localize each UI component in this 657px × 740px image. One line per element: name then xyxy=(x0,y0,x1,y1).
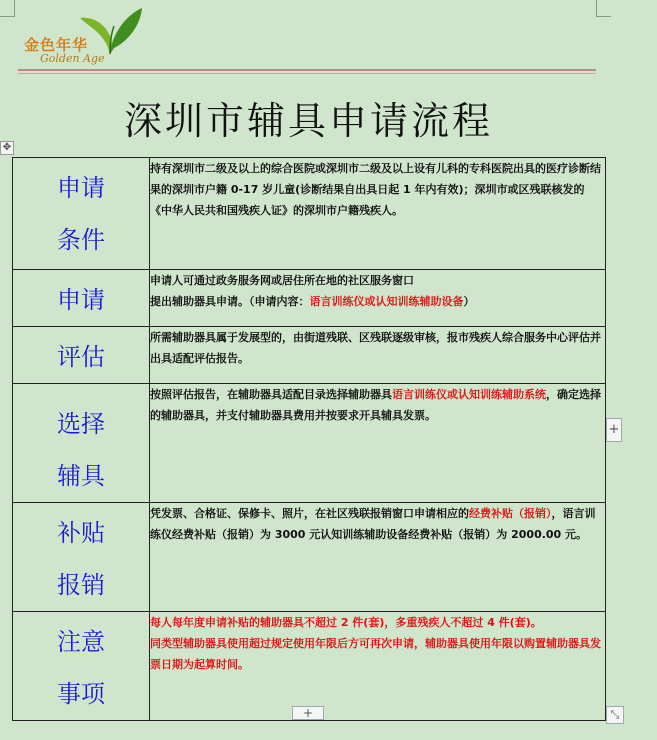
step-label: 评估 xyxy=(57,343,105,371)
step-label: 补贴 xyxy=(57,519,105,547)
step-content-paragraph xyxy=(150,633,605,675)
content-text: 所需辅助器具属于发展型的，由街道残联、区残联逐级审核，报市残疾人综合服务中心评估并出具适配评估报告。 xyxy=(150,331,601,365)
golden-age-logo xyxy=(20,4,145,68)
step-content-paragraph xyxy=(150,612,605,633)
step-label: 选择 xyxy=(57,410,105,438)
add-row-button[interactable]: + xyxy=(292,706,324,720)
process-table xyxy=(12,157,606,721)
step-content-cell xyxy=(150,158,606,270)
highlighted-text: 经费补贴（报销） xyxy=(469,507,552,520)
step-content-paragraph xyxy=(150,327,605,369)
step-label-cell xyxy=(13,503,150,612)
step-label-cell xyxy=(13,270,150,327)
highlighted-text: 语言训练仪或认知训练辅助系统 xyxy=(392,388,546,401)
header-divider-thin xyxy=(18,73,596,74)
step-content-paragraph xyxy=(150,384,605,426)
content-text: ，语言训练仪经费补贴（报销）为 3000 元认知训练辅助设备经费补贴（报销）为 2000.00 元。 xyxy=(150,507,596,541)
content-text: 申请人可通过政务服务网或居住所在地的社区服务窗口 xyxy=(150,274,414,287)
process-row xyxy=(13,158,606,270)
step-label: 报销 xyxy=(57,571,105,599)
step-content-cell xyxy=(150,327,606,384)
highlighted-text: 语言训练仪或认知训练辅助设备 xyxy=(309,295,464,308)
step-content-cell xyxy=(150,503,606,612)
page-corner-mark-left xyxy=(0,0,15,17)
add-column-button[interactable]: + xyxy=(606,418,622,442)
step-content-paragraph xyxy=(150,291,605,312)
table-move-handle-icon[interactable]: ✥ xyxy=(0,141,14,155)
step-label-cell xyxy=(13,612,150,721)
process-row xyxy=(13,270,606,327)
step-content-cell xyxy=(150,384,606,503)
process-row xyxy=(13,384,606,503)
page-corner-mark-right xyxy=(596,0,611,17)
step-label: 辅具 xyxy=(57,462,105,490)
content-text: 凭发票、合格证、保修卡、照片，在社区残联报销窗口申请相应的 xyxy=(150,507,469,520)
step-label: 条件 xyxy=(57,226,105,254)
logo-english-text: Golden Age xyxy=(40,52,105,65)
step-label: 注意 xyxy=(57,628,105,656)
step-content-paragraph xyxy=(150,270,605,291)
step-label: 申请 xyxy=(57,174,105,202)
process-row xyxy=(13,612,606,721)
content-text: 按照评估报告，在辅助器具适配目录选择辅助器具 xyxy=(150,388,392,401)
step-content-cell xyxy=(150,270,606,327)
content-text: ，确定选择的辅助器具，并支付辅助器具费用并按要求开具辅具发票。 xyxy=(150,388,601,422)
content-text: ） xyxy=(463,295,475,308)
highlighted-text: 每人每年度申请补贴的辅助器具不超过 2 件(套)，多重残疾人不超过 4 件(套)。 xyxy=(150,616,542,629)
step-label-cell xyxy=(13,327,150,384)
logo-chinese-text: 金色年华 xyxy=(24,36,89,54)
step-label-cell xyxy=(13,384,150,503)
page-title: 深圳市辅具申请流程 xyxy=(123,99,493,143)
step-content-paragraph xyxy=(150,503,605,545)
content-text: 提出辅助器具申请。（申请内容： xyxy=(150,295,310,308)
highlighted-text: 同类型辅助器具使用超过规定使用年限后方可再次申请，辅助器具使用年限以购置辅助器具发票日期为起算时间。 xyxy=(150,637,601,671)
process-row xyxy=(13,503,606,612)
step-label-cell xyxy=(13,158,150,270)
content-text: 持有深圳市二级及以上的综合医院或深圳市二级及以上设有儿科的专科医院出具的医疗诊断结果的深圳市户籍 0-17 岁儿童(诊断结果自出具日起 1 年内有效)；深圳市或区残联核发的《中华人民共和国残疾人证》的深圳市户籍残疾人。 xyxy=(150,162,601,217)
table-resize-icon[interactable]: ⤡ xyxy=(606,706,624,724)
process-row xyxy=(13,327,606,384)
header-divider xyxy=(18,69,596,71)
step-content-cell xyxy=(150,612,606,721)
step-label: 事项 xyxy=(57,680,105,708)
step-content-paragraph xyxy=(150,158,605,221)
step-label: 申请 xyxy=(57,286,105,314)
